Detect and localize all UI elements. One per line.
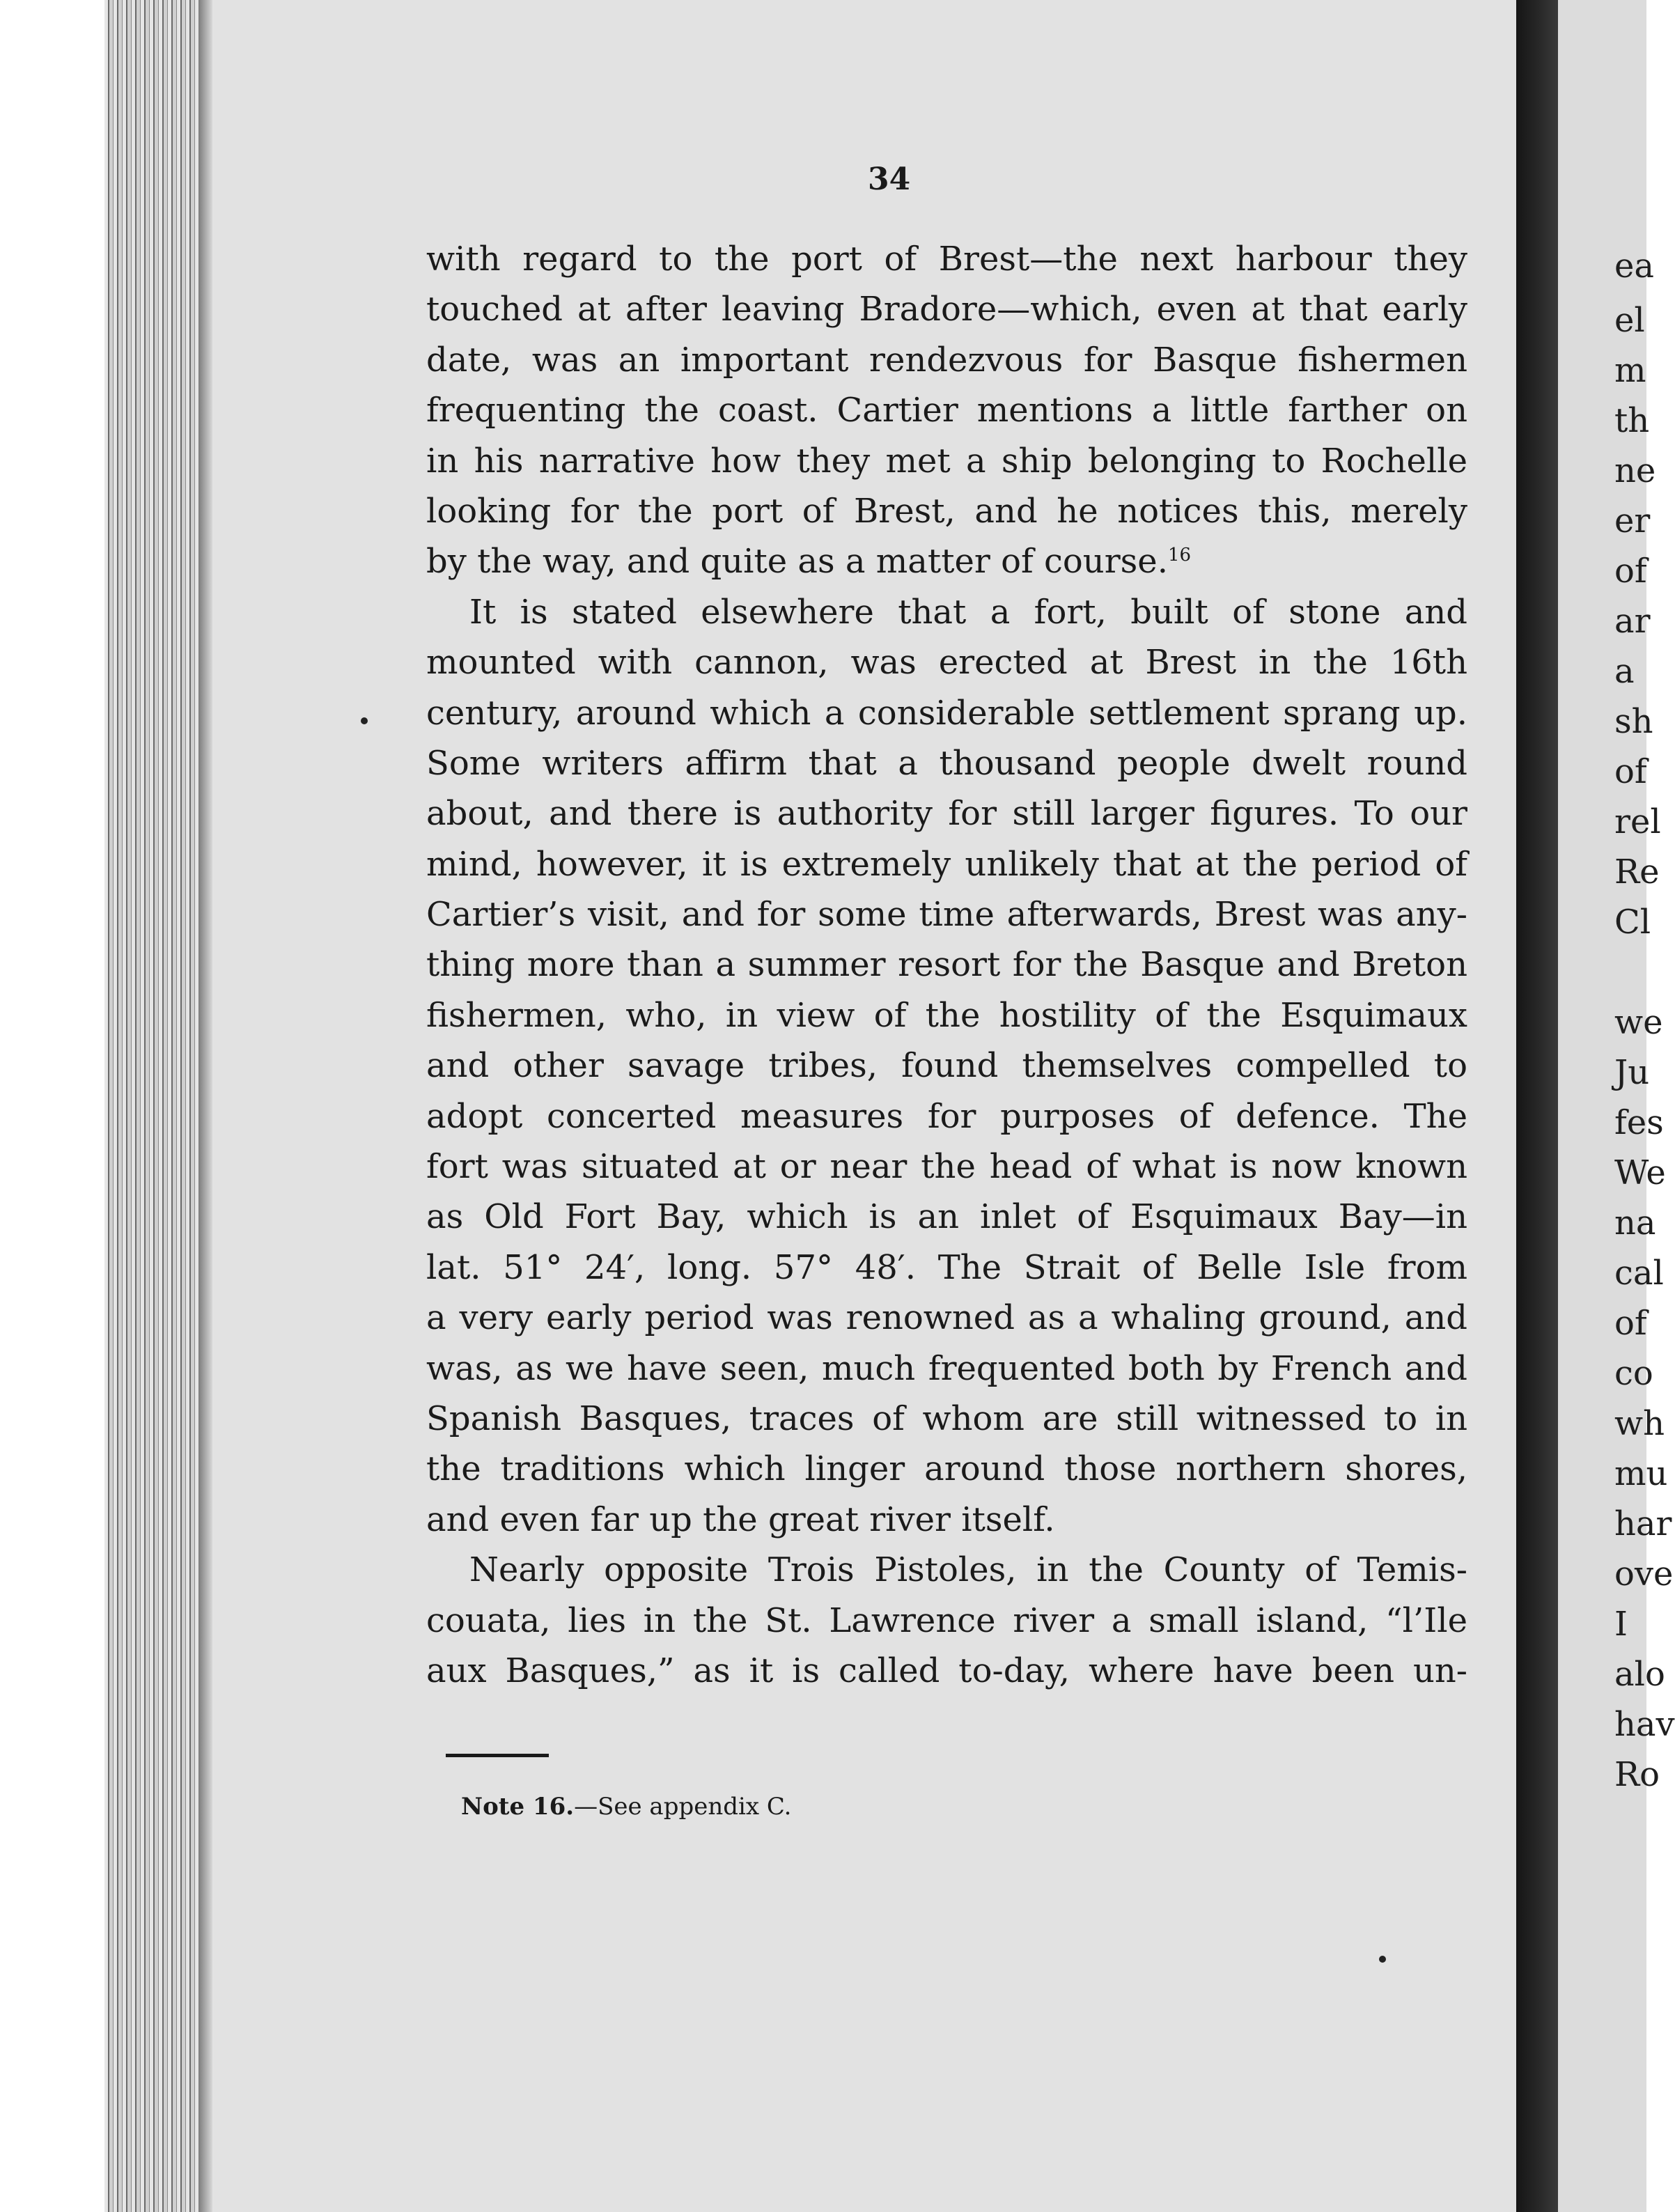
- text-line: [426, 385, 1467, 435]
- text-line-content: by the way, and quite as a matter of course.: [426, 542, 1168, 582]
- facing-page-fragment: ne: [1614, 451, 1656, 490]
- text-line: [426, 1596, 1467, 1646]
- text-line: [426, 688, 1467, 738]
- footnote-label: Note 16.: [461, 1793, 575, 1821]
- text-line-content: adopt concerted measures for purposes of defence. The: [426, 1096, 1467, 1136]
- text-line-content: Spanish Basques, traces of whom are still witnessed to in: [426, 1399, 1467, 1438]
- text-line-content: fort was situated at or near the head of what is now known: [426, 1147, 1467, 1187]
- text-line-content: lat. 51° 24′, long. 57° 48′. The Strait of Belle Isle from: [426, 1247, 1467, 1287]
- text-line: [426, 436, 1467, 486]
- facing-page-fragment: Ju: [1614, 1053, 1650, 1092]
- text-line: [426, 1041, 1467, 1091]
- body-text: [426, 234, 1467, 1696]
- text-line: [426, 738, 1467, 788]
- text-line-content: It is stated elsewhere that a fort, built of stone and: [469, 592, 1467, 632]
- text-line: [426, 1293, 1467, 1343]
- text-line: [426, 1243, 1467, 1293]
- facing-page-fragment: er: [1614, 501, 1651, 540]
- text-line-content: a very early period was renowned as a whaling ground, and: [426, 1298, 1467, 1338]
- facing-page-fragment: har: [1614, 1504, 1672, 1543]
- text-line-content: aux Basques,” as it is called to-day, where have been un-: [426, 1651, 1467, 1690]
- text-line-content: mounted with cannon, was erected at Brest in the 16th: [426, 643, 1467, 683]
- text-line-content: mind, however, it is extremely unlikely that at the period of: [426, 844, 1467, 884]
- text-line: [426, 889, 1467, 940]
- facing-page-fragment: mu: [1614, 1454, 1668, 1493]
- facing-page-fragment: co: [1614, 1354, 1653, 1393]
- speck-mark: [1379, 1956, 1386, 1963]
- speck-mark: [361, 717, 368, 724]
- text-line: [426, 1495, 1467, 1545]
- text-line-content: the traditions which linger around those northern shores,: [426, 1449, 1467, 1489]
- facing-page-fragment: Cl: [1614, 903, 1651, 942]
- text-line: [426, 990, 1467, 1041]
- text-line-content: touched at after leaving Bradore—which, even at that early: [426, 290, 1467, 329]
- facing-page-fragment: of: [1614, 1304, 1647, 1343]
- facing-page-fragment: Re: [1614, 852, 1660, 891]
- text-line-content: was, as we have seen, much frequented both by French and: [426, 1348, 1467, 1388]
- footnote-text: —See appendix C.: [574, 1793, 792, 1821]
- facing-page-fragment: fes: [1614, 1103, 1664, 1142]
- text-line: [426, 234, 1467, 284]
- text-line-content: looking for the port of Brest, and he notices this, merely: [426, 491, 1467, 531]
- text-line: [426, 1091, 1467, 1142]
- text-line-content: and other savage tribes, found themselves compelled to: [426, 1046, 1467, 1086]
- facing-page-fragment: m: [1614, 351, 1646, 390]
- text-line: [426, 1192, 1467, 1242]
- facing-page-fragment: hav: [1614, 1705, 1675, 1744]
- facing-page-fragment: ove: [1614, 1555, 1674, 1594]
- text-line-content: as Old Fort Bay, which is an inlet of Esquimaux Bay—in: [426, 1197, 1467, 1237]
- facing-page-fragment: ar: [1614, 602, 1651, 641]
- facing-page-fragment: rel: [1614, 802, 1661, 841]
- text-line: [426, 536, 1467, 586]
- facing-page-fragment: el: [1614, 301, 1645, 340]
- facing-page-fragment: cal: [1614, 1254, 1664, 1293]
- facing-page-fragment: wh: [1614, 1404, 1665, 1443]
- text-line-content: date, was an important rendezvous for Basque fishermen: [426, 340, 1467, 380]
- facing-page-fragment: of: [1614, 552, 1647, 591]
- text-line: [426, 486, 1467, 536]
- facing-page-fragment: I: [1614, 1605, 1628, 1644]
- text-line: [426, 587, 1467, 637]
- text-line: [426, 788, 1467, 839]
- footnote-reference: 16: [1167, 545, 1192, 566]
- footnote: [461, 1791, 792, 1822]
- text-line-content: about, and there is authority for still larger figures. To our: [426, 794, 1467, 834]
- facing-page-fragment: a: [1614, 652, 1635, 691]
- text-line-content: thing more than a summer resort for the Basque and Breton: [426, 945, 1467, 985]
- facing-page-fragment: Ro: [1614, 1755, 1660, 1794]
- text-line: [426, 940, 1467, 990]
- text-line-content: fishermen, who, in view of the hostility of the Esquimaux: [426, 995, 1467, 1035]
- facing-page-fragment: we: [1614, 1003, 1663, 1042]
- facing-page-fragment: alo: [1614, 1655, 1665, 1694]
- book-gutter: [1516, 0, 1558, 2212]
- text-line: [426, 1444, 1467, 1494]
- footnote-rule: [446, 1754, 549, 1757]
- facing-page-fragment: of: [1614, 752, 1647, 791]
- text-line: [426, 335, 1467, 385]
- text-line-content: in his narrative how they met a ship belonging to Rochelle: [426, 441, 1467, 481]
- text-line: [426, 839, 1467, 889]
- text-line-content: Some writers affirm that a thousand people dwelt round: [426, 743, 1467, 783]
- text-line-content: Nearly opposite Trois Pistoles, in the County of Temis-: [469, 1550, 1467, 1590]
- text-line: [426, 1142, 1467, 1192]
- text-line: [426, 1394, 1467, 1444]
- facing-page-fragment: We: [1614, 1153, 1666, 1192]
- text-line-content: century, around which a considerable settlement sprang up.: [426, 693, 1467, 733]
- facing-page-fragment: na: [1614, 1204, 1656, 1243]
- text-line-content: Cartier’s visit, and for some time afterwards, Brest was any-: [426, 895, 1467, 935]
- text-line-content: frequenting the coast. Cartier mentions a little farther on: [426, 391, 1467, 430]
- text-line-content: with regard to the port of Brest—the next harbour they: [426, 240, 1467, 279]
- page-edge-shadow: [198, 0, 212, 2212]
- text-line: [426, 637, 1467, 687]
- text-line: [426, 1343, 1467, 1394]
- facing-page-fragment: ea: [1614, 247, 1655, 286]
- text-line: [426, 1545, 1467, 1595]
- facing-page-fragment: th: [1614, 401, 1650, 440]
- text-line-content: couata, lies in the St. Lawrence river a small island, “l’Ile: [426, 1600, 1467, 1640]
- text-line-content: and even far up the great river itself.: [426, 1500, 1055, 1539]
- text-line: [426, 1646, 1467, 1696]
- facing-page-fragment: sh: [1614, 702, 1653, 741]
- text-line: [426, 284, 1467, 334]
- page-number: 34: [868, 162, 911, 197]
- page-edge-stack: [104, 0, 209, 2212]
